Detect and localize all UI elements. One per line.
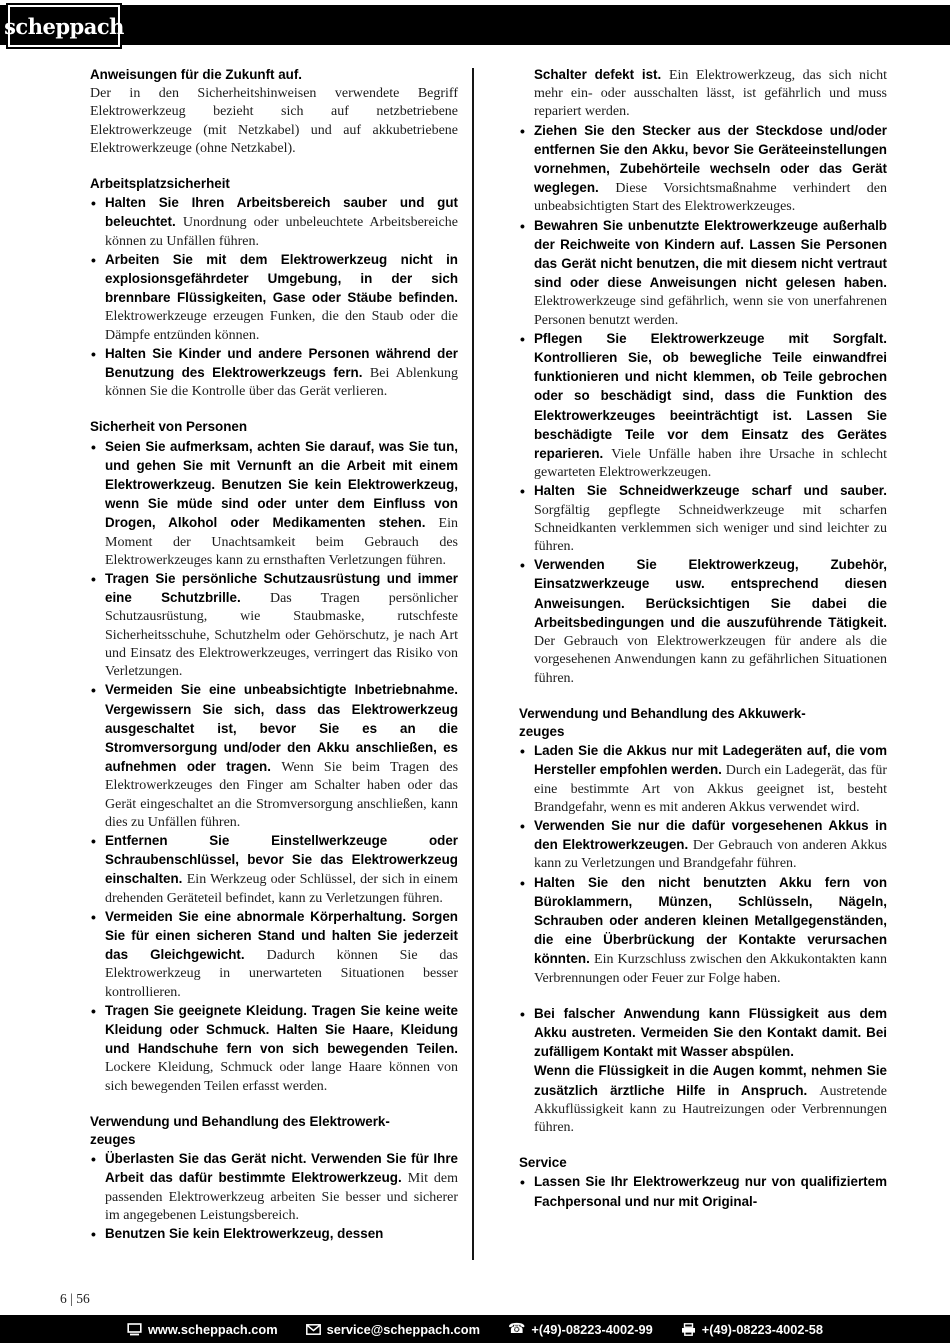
bold-text: Tragen Sie geeignete Kleidung. Tragen Sie keine weite Kleidung oder Schmuck. Halten Sie Haare, Kleidung und Handschuhe fern von sich bewegenden Teilen. <box>105 1002 458 1057</box>
bold-text: Laden Sie die Akkus nur mit Ladegeräten auf, die vom Hersteller empfohlen werden. <box>534 743 887 778</box>
bullet-marker: • <box>520 122 525 139</box>
contact-website <box>127 1322 278 1337</box>
body-text: Ein Kurzschluss zwischen den Akkukontakten kann Verbrennungen oder Feuer zur Folge haben. <box>534 952 887 986</box>
bullet-marker: • <box>91 571 96 588</box>
contact-website-text: www.scheppach.com <box>147 1321 278 1337</box>
bullet-item <box>90 1002 458 1096</box>
footer-bar <box>0 1315 950 1343</box>
body-text: Das Tragen persönlicher Schutzausrüstung, wie Staubmaske, rutschfeste Sicherheitsschuhe, Schutzhelm oder Gehörschutz, je nach Art und Einsatz des Elektrowerkzeuges, verringert das Risiko von Verletzungen. <box>105 591 458 680</box>
bullet-item <box>90 438 458 570</box>
bold-text: Seien Sie aufmerksam, achten Sie darauf, was Sie tun, und gehen Sie mit Vernunft an die Arbeit mit einem Elektrowerkzeug. Benutzen Sie kein Elektrowerkzeug, wenn Sie müde sind oder unter dem Einfluss von Drogen, Alkohol oder Medikamenten stehen. <box>105 438 458 531</box>
body-text: Dadurch können Sie das Elektrowerkzeug in unerwarteten Situationen besser kontrollieren. <box>105 948 459 1000</box>
logo-text: scheppach <box>4 13 124 39</box>
bold-text: zeuges <box>519 723 565 739</box>
bullet-item <box>90 681 458 832</box>
bold-text: Überlasten Sie das Gerät nicht. Verwenden Sie für Ihre Arbeit das dafür bestimmte Elektrowerkzeug. <box>105 1151 458 1186</box>
bullet-marker: • <box>91 195 96 212</box>
contact-phone <box>508 1322 653 1337</box>
header-bar <box>0 5 950 45</box>
bullet-marker: • <box>520 1174 525 1191</box>
bullet-item <box>90 1150 458 1225</box>
bullet-marker: • <box>520 874 525 891</box>
bold-text: Halten Sie Schneidwerkzeuge scharf und sauber. <box>534 483 887 499</box>
body-text: Ein Werkzeug oder Schlüssel, der sich in einem drehenden Geräteteil befindet, kann zu Verletzungen führen. <box>105 872 458 906</box>
contact-phone-text: +(49)-08223-4002-99 <box>531 1321 653 1337</box>
contact-email-text: service@scheppach.com <box>326 1321 480 1337</box>
bullet-marker: • <box>520 330 525 347</box>
bullet-marker: • <box>91 1225 96 1242</box>
bullet-item <box>519 556 887 687</box>
bullet-item <box>519 874 887 988</box>
bullet-item <box>519 742 887 817</box>
paragraph <box>90 66 458 158</box>
body-text: Elektrowerkzeuge sind gefährlich, wenn sie von unerfahrenen Personen benutzt werden. <box>534 294 887 328</box>
bullet-item <box>519 817 887 874</box>
bold-text: Wenn die Flüssigkeit in die Augen kommt, nehmen Sie zusätzlich ärztliche Hilfe in Anspruch. <box>534 1063 887 1098</box>
bullet-marker: • <box>520 817 525 834</box>
bullet-marker: • <box>91 1151 96 1168</box>
bold-text: Halten Sie den nicht benutzten Akku fern von Büroklammern, Münzen, Schlüsseln, Nägeln, Schrauben oder anderen kleinen Metallgegenständen, die eine Überbrückung der Kontakte verursachen könnten. <box>534 874 887 967</box>
section-heading <box>519 1154 887 1172</box>
bold-text: Verwenden Sie nur die dafür vorgesehenen Akkus in den Elektrowerkzeugen. <box>534 817 887 853</box>
bold-text: Benutzen Sie kein Elektrowerkzeug, dessen <box>105 1225 384 1241</box>
column-divider <box>472 68 474 1260</box>
body-text: Austretende Akkuflüssigkeit kann zu Hautreizungen oder Verbrennungen führen. <box>534 1083 887 1135</box>
body-text: Durch ein Ladegerät, das für eine bestimmte Art von Akkus geeignet ist, besteht Brandgefahr, wenn es mit anderen Akkus verwendet wird. <box>534 763 887 815</box>
left-column <box>90 66 458 1244</box>
bold-text: Vermeiden Sie eine abnormale Körperhaltung. Sorgen Sie für einen sicheren Stand und halten Sie jederzeit das Gleichgewicht. <box>105 908 458 963</box>
bullet-item <box>519 217 887 330</box>
body-text: Sorgfältig gepflegte Schneidwerkzeuge mit scharfen Schneidkanten verklemmen sich weniger und sind leichter zu führen. <box>534 502 887 555</box>
bullet-marker: • <box>520 483 525 500</box>
bold-text: zeuges <box>90 1131 136 1147</box>
body-text: Bei Ablenkung können Sie die Kontrolle über das Gerät verlieren. <box>105 366 458 400</box>
bullet-marker: • <box>91 682 96 699</box>
monitor-icon <box>127 1323 142 1336</box>
bold-text: Tragen Sie persönliche Schutzausrüstung und immer eine Schutzbrille. <box>105 571 458 606</box>
bullet-item <box>90 832 458 908</box>
right-column <box>519 66 887 1212</box>
body-text: Diese Vorsichtsmaßnahme verhindert den unbeabsichtigten Start des Elektrowerkzeuges. <box>534 181 887 215</box>
bullet-item <box>90 908 458 1002</box>
bold-text: Arbeiten Sie mit dem Elektrowerkzeug nicht in explosionsgefährdeter Umgebung, in der sich brennbare Flüssigkeiten, Gase oder Stäube befinden. <box>105 251 458 306</box>
bold-text: Anweisungen für die Zukunft auf. <box>90 67 303 82</box>
contact-email <box>306 1322 480 1337</box>
scheppach-logo <box>4 5 124 47</box>
bullet-marker: • <box>91 438 96 455</box>
body-text: Der Gebrauch von Elektrowerkzeugen für andere als die vorgesehenen Anwendungen kann zu gefährlichen Situationen führen. <box>534 634 887 686</box>
fax-icon <box>681 1323 696 1336</box>
bullet-item <box>519 1005 887 1137</box>
bullet-marker: • <box>91 251 96 268</box>
bullet-marker: • <box>91 832 96 849</box>
bullet-marker: • <box>520 217 525 234</box>
bullet-marker: • <box>520 743 525 760</box>
contact-fax-text: +(49)-08223-4002-58 <box>701 1321 824 1337</box>
bullet-item <box>519 122 887 217</box>
bullet-item <box>90 570 458 681</box>
bold-text: Arbeitsplatzsicherheit <box>90 176 230 192</box>
bullet-item <box>90 251 458 345</box>
bold-text: Verwenden Sie Elektrowerkzeug, Zubehör, Einsatzwerkzeuge usw. entsprechend diesen Anweisungen. Berücksichtigen Sie dabei die Arbeitsbedingungen und die auszuführende Tätigkeit. <box>534 557 887 630</box>
bold-text: Verwendung und Behandlung des Elektrowerk- <box>90 1113 390 1129</box>
bullet-item <box>519 330 887 483</box>
bold-text: Ziehen Sie den Stecker aus der Steckdose und/oder entfernen Sie den Akku, bevor Sie Geräteeinstellungen vornehmen, Zubehörteile wechseln oder das Gerät weglegen. <box>534 122 887 196</box>
body-text: Wenn Sie beim Tragen des Elektrowerkzeuges den Finger am Schalter haben oder das Gerät eingeschaltet an die Stromversorgung anschließen, kann dies zu Unfällen führen. <box>105 760 459 830</box>
body-text: Elektrowerkzeuge erzeugen Funken, die den Staub oder die Dämpfe entzünden können. <box>105 309 458 343</box>
section-heading <box>519 705 887 741</box>
bullet-marker: • <box>91 908 96 925</box>
bold-text: Vermeiden Sie eine unbeabsichtigte Inbetriebnahme. Vergewissern Sie sich, dass das Elektrowerkzeug ausgeschaltet ist, bevor Sie es an die Stromversorgung und/oder den Akku anschließen, es aufnehmen oder tragen. <box>105 682 458 775</box>
bullet-continuation <box>519 66 887 122</box>
bold-text: Pflegen Sie Elektrowerkzeuge mit Sorgfalt. Kontrollieren Sie, ob bewegliche Teile einwandfrei funktionieren und nicht klemmen, ob Teile gebrochen oder so beschädigt sind, dass die Funktion des Elektrowerkzeuges beeinträchtigt ist. Lassen Sie beschädigte Teile vor dem Einsatz des Gerätes reparieren. <box>534 330 887 462</box>
phone-icon: ☎ <box>507 1321 526 1337</box>
bold-text: Halten Sie Kinder und andere Personen während der Benutzung des Elektrowerkzeugs fern. <box>105 345 458 381</box>
page-number: 6 | 56 <box>60 1291 90 1306</box>
bold-text: Entfernen Sie Einstellwerkzeuge oder Schraubenschlüssel, bevor Sie das Elektrowerkzeug einschalten. <box>105 832 458 887</box>
section-heading <box>90 1113 458 1149</box>
email-icon <box>306 1324 321 1335</box>
section-heading <box>90 175 458 193</box>
bullet-item <box>90 194 458 251</box>
body-text: Ein Moment der Unachtsamkeit beim Gebrauch des Elektrowerkzeuges kann zu ernsthaften Verletzungen führen. <box>105 516 458 568</box>
body-text: Der in den Sicherheitshinweisen verwendete Begriff Elektrowerkzeug bezieht sich auf netzbetriebene Elektrowerkzeuge (mit Netzkabel) und auf akkubetriebene Elektrowerkzeuge (ohne Netzkabel). <box>90 86 458 156</box>
bold-text: Schalter defekt ist. <box>534 67 669 82</box>
bullet-marker: • <box>91 345 96 362</box>
body-text: Ein Elektrowerkzeug, das sich nicht mehr ein- oder ausschalten lässt, ist gefährlich und muss repariert werden. <box>534 68 887 120</box>
bold-text: Sicherheit von Personen <box>90 419 248 435</box>
bullet-marker: • <box>91 1002 96 1019</box>
section-heading <box>90 418 458 436</box>
body-text: Mit dem passenden Elektrowerkzeug arbeiten Sie besser und sicherer im angegebenen Leistungsbereich. <box>105 1171 458 1223</box>
bold-text: Halten Sie Ihren Arbeitsbereich sauber und gut beleuchtet. <box>105 195 458 230</box>
bullet-item <box>519 482 887 556</box>
bullet-marker: • <box>520 557 525 574</box>
body-text: Lockere Kleidung, Schmuck oder lange Haare können von sich bewegenden Teilen erfasst werden. <box>105 1060 458 1094</box>
bullet-item <box>90 345 458 402</box>
body-text: Der Gebrauch von anderen Akkus kann zu Verletzungen und Brandgefahr führen. <box>534 838 887 872</box>
contact-fax <box>681 1322 823 1337</box>
body-text: Unordnung oder unbeleuchtete Arbeitsbereiche können zu Unfällen führen. <box>105 215 458 249</box>
bold-text: Lassen Sie Ihr Elektrowerkzeug nur von qualifiziertem Fachpersonal und nur mit Original- <box>534 1174 887 1209</box>
bold-text: Verwendung und Behandlung des Akkuwerk- <box>519 705 806 721</box>
bullet-marker: • <box>520 1005 525 1022</box>
bullet-item <box>519 1173 887 1211</box>
bold-text: Service <box>519 1155 567 1171</box>
bold-text: Bewahren Sie unbenutzte Elektrowerkzeuge außerhalb der Reichweite von Kindern auf. Lassen Sie Personen das Gerät nicht benutzen, die mit diesem nicht vertraut sind oder diese Anweisungen nicht gelesen haben. <box>534 217 887 291</box>
body-text: Viele Unfälle haben ihre Ursache in schlecht gewarteten Elektrowerkzeugen. <box>534 447 887 481</box>
bold-text: Bei falscher Anwendung kann Flüssigkeit aus dem Akku austreten. Vermeiden Sie den Kontakt damit. Bei zufälligem Kontakt mit Wasser abspülen. <box>534 1005 887 1060</box>
bullet-item <box>90 1225 458 1244</box>
